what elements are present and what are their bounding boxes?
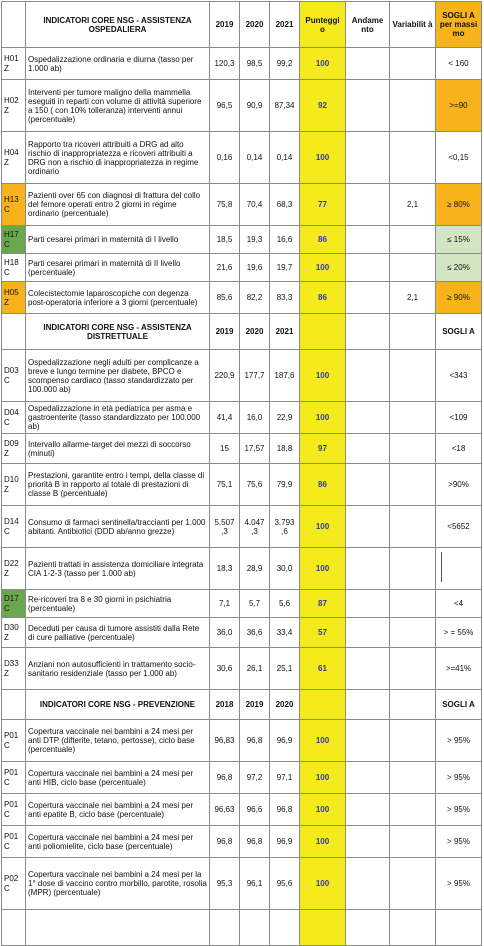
value-cell: 97,2 [240,762,270,794]
section-title: INDICATORI CORE NSG - PREVENZIONE [26,690,210,720]
soglia-cell: > 95% [436,794,482,826]
table-footer-spacer [2,910,482,946]
indicator-code: H17 C [2,226,26,254]
table-row [2,858,482,910]
indicator-description: Rapporto tra ricoveri attribuiti a DRG ad alto rischio di inappropriatezza e ricoveri attribuiti a DRG non a rischio di inappropriatezza in regime ordinario [26,132,210,184]
score-value: 86 [318,293,327,302]
indicator-description: Copertura vaccinale nei bambini a 24 mesi per anti DTP (difterite, tetano, pertosse), ciclo base (percentuale) [26,720,210,762]
indicator-code: D03 C [2,350,26,402]
value-cell: 0,16 [210,132,240,184]
score-value: 100 [315,522,330,531]
value-cell: 5,6 [270,590,300,618]
year-header: 2019 [210,2,240,48]
value-cell: 28,9 [240,548,270,590]
value-cell: 96,8 [210,762,240,794]
andamento-cell [346,80,390,132]
value-cell: 4.047 ,3 [240,506,270,548]
table-row [2,648,482,690]
table-row [2,184,482,226]
indicator-code: D10 Z [2,464,26,506]
score-value: 100 [315,371,330,380]
variabilita-cell: 2,1 [390,184,436,226]
score-cell [300,618,346,648]
year-header: 2020 [270,690,300,720]
indicator-description: Anziani non autosufficienti in trattamento socio-sanitario residenziale (tasso per 1.000 ab) [26,648,210,690]
soglia-header: SOGLI A per massi mo [436,2,482,48]
indicator-code: H13 C [2,184,26,226]
section-title: INDICATORI CORE NSG - ASSISTENZA OSPEDALIERA [26,2,210,48]
table-row [2,282,482,314]
score-cell [300,48,346,80]
score-value: 77 [318,200,327,209]
value-cell: 177,7 [240,350,270,402]
score-value: 100 [315,736,330,745]
value-cell: 22,9 [270,402,300,434]
indicator-description: Copertura vaccinale nei bambini a 24 mesi per anti epatite B, ciclo base (percentuale) [26,794,210,826]
value-cell: 187,6 [270,350,300,402]
score-value: 100 [315,837,330,846]
value-cell: 75,6 [240,464,270,506]
score-cell [300,282,346,314]
value-cell: 33,4 [270,618,300,648]
score-cell [300,826,346,858]
variabilita-header: Variabilit à [390,2,436,48]
value-cell: 95,6 [270,858,300,910]
value-cell: 95,3 [210,858,240,910]
value-cell: 75,1 [210,464,240,506]
andamento-cell [346,132,390,184]
score-cell [300,720,346,762]
score-value: 100 [315,153,330,162]
table-row [2,402,482,434]
indicator-code: D14 C [2,506,26,548]
section-header-distrettuale [2,314,482,350]
value-cell: 19,3 [240,226,270,254]
indicator-code: H18 C [2,254,26,282]
soglia-cell: > = 55% [436,618,482,648]
value-cell: 79,9 [270,464,300,506]
table-row [2,254,482,282]
soglia-cell: > 95% [436,826,482,858]
table-row [2,826,482,858]
indicator-code: D33 Z [2,648,26,690]
table-row [2,434,482,464]
indicator-code: P01 C [2,826,26,858]
score-cell [300,464,346,506]
year-header: 2020 [240,2,270,48]
value-cell: 220,9 [210,350,240,402]
soglia-cell: >=41% [436,648,482,690]
value-cell: 17,57 [240,434,270,464]
score-value: 86 [318,480,327,489]
year-header: 2018 [210,690,240,720]
value-cell: 96,8 [210,826,240,858]
score-cell [300,548,346,590]
indicator-description: Pazienti over 65 con diagnosi di frattura del collo del femore operati entro 2 giorni in regime ordinario (percentuale) [26,184,210,226]
section-header-ospedaliera [2,2,482,48]
value-cell: 83,3 [270,282,300,314]
section-title: INDICATORI CORE NSG - ASSISTENZA DISTRETTUALE [26,314,210,350]
andamento-cell [346,184,390,226]
table-row [2,762,482,794]
value-cell: 3.793 ,6 [270,506,300,548]
soglia-cell: > 95% [436,720,482,762]
indicator-description: Parti cesarei primari in maternità di II livello (percentuale) [26,254,210,282]
value-cell: 36,0 [210,618,240,648]
score-cell [300,648,346,690]
year-header: 2021 [270,314,300,350]
soglia-cell: <109 [436,402,482,434]
score-cell [300,506,346,548]
indicator-description: Deceduti per causa di tumore assistiti dalla Rete di cure palliative (percentuale) [26,618,210,648]
year-header: 2019 [210,314,240,350]
variabilita-cell [390,80,436,132]
soglia-header: SOGLI A [436,690,482,720]
indicator-description: Copertura vaccinale nei bambini a 24 mesi per la 1° dose di vaccino contro morbillo, parotite, rosolia (MPR) (percentuale) [26,858,210,910]
soglia-cell: ≥ 90% [436,282,482,314]
soglia-cell: >=90 [436,80,482,132]
score-cell [300,132,346,184]
table-row [2,548,482,590]
soglia-cell: >90% [436,464,482,506]
indicator-description: Re-ricoveri tra 8 e 30 giorni in psichiatria (percentuale) [26,590,210,618]
soglia-cell: <4 [436,590,482,618]
value-cell: 96,9 [270,720,300,762]
value-cell: 41,4 [210,402,240,434]
value-cell: 98,5 [240,48,270,80]
indicator-description: Parti cesarei primari in maternità di I livello [26,226,210,254]
value-cell: 30,0 [270,548,300,590]
score-value: 100 [315,263,330,272]
soglia-cell: <0,15 [436,132,482,184]
value-cell: 96,1 [240,858,270,910]
score-cell [300,254,346,282]
value-cell: 97,1 [270,762,300,794]
value-cell: 70,4 [240,184,270,226]
table-row [2,350,482,402]
value-cell: 30,6 [210,648,240,690]
indicator-description: Intervallo allarme-target dei mezzi di soccorso (minuti) [26,434,210,464]
score-value: 61 [318,664,327,673]
score-cell [300,80,346,132]
variabilita-cell [390,254,436,282]
table-row [2,48,482,80]
indicator-code: P01 C [2,720,26,762]
soglia-cell: ≥ 80% [436,184,482,226]
value-cell: 96,63 [210,794,240,826]
score-value: 100 [315,413,330,422]
value-cell: 7,1 [210,590,240,618]
year-header: 2021 [270,2,300,48]
nsg-indicators-table [1,1,482,946]
year-header: 2019 [240,690,270,720]
indicator-code: H04 Z [2,132,26,184]
indicator-code: D30 Z [2,618,26,648]
punteggio-header: Punteggi o [300,2,346,48]
score-cell [300,184,346,226]
indicator-description: Interventi per tumore maligno della mammella eseguiti in reparti con volume di attività superiore a 150 ( con 10% tolleranza) interventi annui (percentuale) [26,80,210,132]
value-cell: 68,3 [270,184,300,226]
score-cell [300,226,346,254]
score-value: 97 [318,444,327,453]
variabilita-cell: 2,1 [390,282,436,314]
score-value: 100 [315,805,330,814]
indicator-code: D09 Z [2,434,26,464]
value-cell: 99,2 [270,48,300,80]
value-cell: 25,1 [270,648,300,690]
indicator-code: P02 C [2,858,26,910]
indicator-description: Copertura vaccinale nei bambini a 24 mesi per anti HIB, ciclo base (percentuale) [26,762,210,794]
value-cell: 96,9 [270,826,300,858]
soglia-header: SOGLI A [436,314,482,350]
soglia-cell [436,548,482,590]
soglia-cell: <18 [436,434,482,464]
score-cell [300,590,346,618]
table-row [2,720,482,762]
value-cell: 19,6 [240,254,270,282]
soglia-cell: < 160 [436,48,482,80]
value-cell: 16,6 [270,226,300,254]
value-cell: 96,8 [270,794,300,826]
score-cell [300,350,346,402]
indicator-description: Ospedalizzazione ordinaria e diurna (tasso per 1.000 ab) [26,48,210,80]
indicator-description: Ospedalizzazione in età pediatrica per asma e gastroenterite (tasso standardizzato per 100.000 ab) [26,402,210,434]
soglia-cell: > 95% [436,858,482,910]
score-value: 92 [318,101,327,110]
andamento-header: Andame nto [346,2,390,48]
andamento-cell [346,254,390,282]
table-row [2,226,482,254]
indicator-code: D04 C [2,402,26,434]
value-cell: 16,0 [240,402,270,434]
value-cell: 19,7 [270,254,300,282]
soglia-cell: ≤ 15% [436,226,482,254]
value-cell: 90,9 [240,80,270,132]
indicator-code: H02 Z [2,80,26,132]
value-cell: 96,8 [240,720,270,762]
indicator-code: D22 Z [2,548,26,590]
score-value: 57 [318,628,327,637]
value-cell: 18,5 [210,226,240,254]
year-header: 2020 [240,314,270,350]
score-cell [300,762,346,794]
value-cell: 75,8 [210,184,240,226]
indicator-description: Consumo di farmaci sentinella/traccianti per 1.000 abitanti. Antibiotici (DDD ab/anno grezze) [26,506,210,548]
value-cell: 0,14 [270,132,300,184]
table-row [2,618,482,648]
andamento-cell [346,226,390,254]
value-cell: 96,83 [210,720,240,762]
value-cell: 0,14 [240,132,270,184]
value-cell: 18,3 [210,548,240,590]
indicator-code: P01 C [2,794,26,826]
variabilita-cell [390,226,436,254]
score-value: 100 [315,59,330,68]
indicator-code: H01 Z [2,48,26,80]
soglia-cell: > 95% [436,762,482,794]
value-cell: 21,6 [210,254,240,282]
score-cell [300,402,346,434]
value-cell: 5.507 ,3 [210,506,240,548]
indicator-description: Colecistectomie laparoscopiche con degenza post-operatoria inferiore a 3 giorni (percentuale) [26,282,210,314]
value-cell: 96,8 [240,826,270,858]
table-row [2,794,482,826]
table-row [2,590,482,618]
andamento-cell [346,48,390,80]
indicator-description: Prestazioni, garantite entro i tempi, della classe di priorità B in rapporto al totale di prestazioni di classe B (percentuale) [26,464,210,506]
indicator-description: Pazienti trattati in assistenza domiciliare integrata CIA 1-2-3 (tasso per 1.000 ab) [26,548,210,590]
score-value: 100 [315,879,330,888]
variabilita-cell [390,48,436,80]
value-cell: 18,8 [270,434,300,464]
soglia-cell: ≤ 20% [436,254,482,282]
divider-line [441,552,442,582]
value-cell: 82,2 [240,282,270,314]
table-row [2,132,482,184]
andamento-cell [346,282,390,314]
variabilita-cell [390,132,436,184]
value-cell: 36,6 [240,618,270,648]
indicator-code: D17 C [2,590,26,618]
score-value: 86 [318,235,327,244]
table-row [2,464,482,506]
indicator-code: P01 C [2,762,26,794]
soglia-cell: <343 [436,350,482,402]
score-value: 100 [315,773,330,782]
table-row [2,80,482,132]
value-cell: 15 [210,434,240,464]
value-cell: 26,1 [240,648,270,690]
indicator-description: Ospedalizzazione negli adulti per complicanze a breve e lungo termine per diabete, BPCO e scompenso cardiaco (tasso standardizzato per 100.000 ab) [26,350,210,402]
score-value: 100 [315,564,330,573]
value-cell: 96,5 [210,80,240,132]
value-cell: 85,6 [210,282,240,314]
table-row [2,506,482,548]
section-header-prevenzione [2,690,482,720]
value-cell: 87,34 [270,80,300,132]
soglia-cell: <5652 [436,506,482,548]
value-cell: 96,6 [240,794,270,826]
value-cell: 5,7 [240,590,270,618]
score-value: 87 [318,599,327,608]
value-cell: 120,3 [210,48,240,80]
indicator-description: Copertura vaccinale nei bambini a 24 mesi per anti poliomielite, ciclo base (percentuale) [26,826,210,858]
score-cell [300,434,346,464]
score-cell [300,858,346,910]
score-cell [300,794,346,826]
indicator-code: H05 Z [2,282,26,314]
